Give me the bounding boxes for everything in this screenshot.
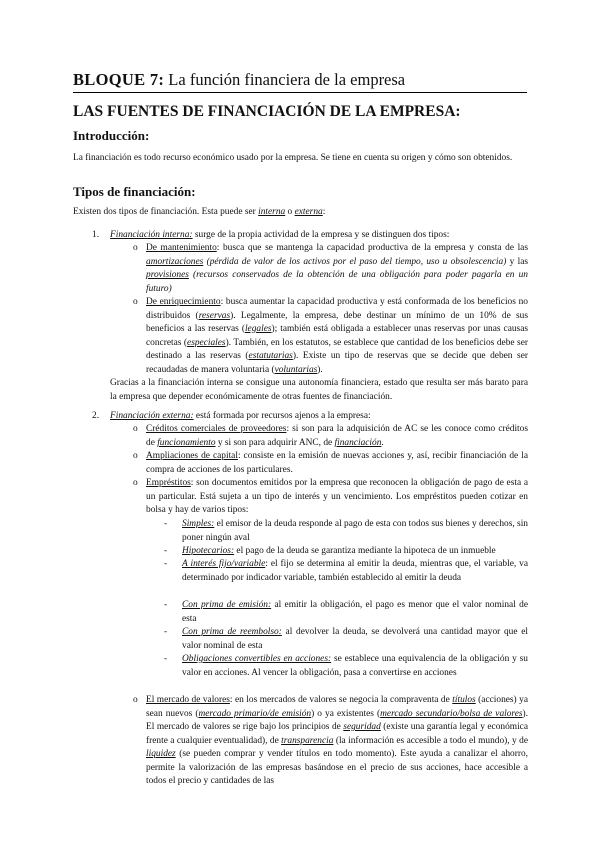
mantenimiento-text: : busca que se mantenga la capacidad productiva de la empresa y consta de las xyxy=(216,243,528,253)
term-reservas: reservas xyxy=(198,310,231,321)
mercado-text-7: (se pueden comprar y vender títulos en todo momento). Este ayuda a canalizar el ahorro, permite la valorización de las empresas basándose en el precio de sus acciones, hace accesible a todos el precio y cantidades de las xyxy=(146,749,528,786)
creditos-term: Créditos comerciales de proveedores xyxy=(146,424,287,434)
mantenimiento-term: De mantenimiento xyxy=(146,243,217,253)
term-voluntarias: voluntarias xyxy=(274,364,318,375)
bullet-circle: o xyxy=(133,478,138,488)
types-colon: : xyxy=(322,207,326,217)
creditos-text-2: y si son para adquirir ANC, de xyxy=(215,437,335,448)
intro-text: La financiación es todo recurso económico usado por la empresa. Se tiene en cuenta su origen y cómo son obtenidos. xyxy=(73,153,513,163)
block-label: BLOQUE 7: xyxy=(73,70,165,89)
mantenimiento-and: y las xyxy=(506,256,529,267)
creditos-item xyxy=(146,423,528,450)
emprestito-type-text: el emisor de la deuda responde al pago de esta con todos sus bienes y derechos, sin poner ningún aval xyxy=(182,519,528,543)
amortizaciones-desc: (pérdida de valor de los activos por el paso del tiempo, uso u obsolescencia) xyxy=(203,256,507,267)
creditos-text: : si son para la adquisición de AC se les conoce como créditos de xyxy=(146,424,528,448)
mercado-text: : en los mercados de valores se negocia la compraventa de xyxy=(229,695,453,705)
mercado-text-5: (existe una garantía legal y económica frente a cualquier eventualidad), de xyxy=(146,722,528,746)
term-seguridad: seguridad xyxy=(343,722,381,732)
mantenimiento-item xyxy=(146,242,528,296)
emprestito-type-term: A interés fijo/variable xyxy=(182,559,266,569)
ampliaciones-item xyxy=(146,450,528,477)
enriquecimiento-term: De enriquecimiento xyxy=(146,297,221,307)
emprestito-type-item xyxy=(182,545,528,559)
term-amortizaciones: amortizaciones xyxy=(146,256,204,267)
emprestito-type-term: Con prima de reembolso: xyxy=(182,627,282,637)
emprestito-type-term: Con prima de emisión: xyxy=(182,600,272,610)
enriquecimiento-text-5: ). Existe un tipo de reservas que se decide que deben ser recaudadas de manera voluntaria ( xyxy=(146,351,528,375)
internal-closing: Gracias a la financiación interna se consigue una autonomía financiera, estado que resulta ser más barato para la empresa que depender económicamente de otras fuentes de financiación. xyxy=(110,378,528,402)
emprestitos-term: Empréstitos xyxy=(146,478,191,488)
mercado-item xyxy=(146,694,528,789)
bullet-dash: - xyxy=(164,559,168,569)
term-mercado-secundario: mercado secundario/bolsa de valores xyxy=(380,708,523,719)
emprestito-type-item xyxy=(182,518,528,545)
term-legales: legales xyxy=(244,324,272,334)
emprestito-type-term: Simples: xyxy=(182,519,215,529)
term-liquidez: liquidez xyxy=(146,749,176,759)
term-especiales: especiales xyxy=(187,337,226,348)
enriquecimiento-item xyxy=(146,296,528,377)
term-transparencia: transparencia xyxy=(281,735,334,746)
enriquecimiento-text-4: ). También, en los estatutos, se establece que cantidad de los beneficios debe ser destinado a las reservas ( xyxy=(146,337,528,361)
emprestito-type-item xyxy=(182,558,528,585)
list-number-2: 2. xyxy=(92,411,100,421)
emprestito-type-term: Hipotecarios: xyxy=(182,546,235,556)
intro-heading: Introducción: xyxy=(73,128,150,143)
bullet-dash: - xyxy=(164,654,168,664)
external-item xyxy=(110,410,371,424)
bullet-dash: - xyxy=(164,600,168,610)
term-financiacion: financiación xyxy=(334,437,382,448)
mercado-text-3: ) o ya existentes ( xyxy=(311,708,381,719)
types-heading: Tipos de financiación: xyxy=(73,184,196,199)
emprestitos-item xyxy=(146,477,528,518)
mercado-term: El mercado de valores xyxy=(146,695,230,705)
term-funcionamiento: funcionamiento xyxy=(157,437,216,448)
term-estatutarias: estatutarias xyxy=(248,351,293,361)
bullet-circle: o xyxy=(133,424,138,434)
enriquecimiento-text-6: ). xyxy=(317,364,323,375)
emprestito-type-text: al devolver la deuda, se devolverá una cantidad mayor que el valor nominal de esta xyxy=(182,627,528,651)
mercado-text-6: (la información es accesible a todo el mundo), y de xyxy=(333,735,528,746)
block-title-text: La función financiera de la empresa xyxy=(168,70,406,89)
emprestito-type-text: se establece una equivalencia de la obligación y su valor en acciones. Al vencer la obligación, pasa a convertirse en acciones xyxy=(182,654,528,678)
ampliaciones-text: : consiste en la emisión de nuevas acciones y, así, recibir financiación de la compra de acciones de los particulares. xyxy=(146,451,528,475)
bullet-circle: o xyxy=(133,297,138,307)
bullet-dash: - xyxy=(164,546,168,556)
bullet-circle: o xyxy=(133,451,138,461)
main-title: LAS FUENTES DE FINANCIACIÓN DE LA EMPRESA: xyxy=(73,103,461,120)
types-lead xyxy=(73,206,325,220)
emprestito-type-text: al emitir la obligación, el pago es menor que el valor nominal de esta xyxy=(182,600,528,624)
enriquecimiento-text-3: ); también está obligada a establecer unas reservas por unas causas concretas ( xyxy=(146,324,528,348)
emprestito-type-text: el pago de la deuda se garantiza mediante la hipoteca de un inmueble xyxy=(234,546,496,556)
term-interna: interna xyxy=(258,207,286,217)
external-desc: está formada por recursos ajenos a la empresa: xyxy=(193,411,371,421)
creditos-end: . xyxy=(381,437,384,448)
types-lead-text: Existen dos tipos de financiación. Esta puede ser xyxy=(73,207,259,217)
internal-item xyxy=(110,229,449,243)
types-or: o xyxy=(285,207,295,217)
external-term: Financiación externa: xyxy=(110,411,194,421)
internal-term: Financiación interna: xyxy=(110,230,193,240)
ampliaciones-term: Ampliaciones de capital xyxy=(146,451,238,461)
bullet-dash: - xyxy=(164,519,168,529)
term-titulos: títulos xyxy=(452,695,476,705)
list-number-1: 1. xyxy=(92,230,100,240)
bullet-circle: o xyxy=(133,695,138,705)
mercado-text-2: (acciones) ya sean nuevos ( xyxy=(146,695,528,719)
enriquecimiento-text-2: ). Legalmente, la empresa, debe destinar un mínimo de un 10% de sus beneficios a las reservas ( xyxy=(146,310,528,334)
internal-desc: surge de la propia actividad de la empresa y se distinguen dos tipos: xyxy=(192,230,450,240)
provisiones-desc: (recursos conservados de la obtención de una obligación para poder pagarla en un futuro) xyxy=(146,270,528,294)
bullet-circle: o xyxy=(133,243,138,253)
emprestito-type-text: : el fijo se determina al emitir la deuda, mientras que, el variable, va determinado por indicador variable, también establecido al emitir la deuda xyxy=(182,559,528,583)
emprestito-type-item xyxy=(182,599,528,626)
title-divider xyxy=(73,92,527,93)
term-externa: externa xyxy=(294,207,323,217)
term-mercado-primario: mercado primario/de emisión xyxy=(198,708,312,719)
block-title xyxy=(73,70,405,90)
emprestito-type-item xyxy=(182,653,528,680)
emprestito-type-item xyxy=(182,626,528,653)
emprestito-type-term: Obligaciones convertibles en acciones: xyxy=(182,654,332,664)
term-provisiones: provisiones xyxy=(146,270,189,280)
emprestitos-text: : son documentos emitidos por la empresa que reconocen la obligación de pago de esta a un particular. Está sujeta a un tipo de interés y un vencimiento. Los empréstitos pueden cotizar en bolsa y hay de varios tipos: xyxy=(146,478,528,515)
mercado-text-4: ). El mercado de valores se rige bajo los principios de xyxy=(146,708,528,732)
bullet-dash: - xyxy=(164,627,168,637)
enriquecimiento-text: : busca aumentar la capacidad productiva y está conformada de los beneficios no distribuidos ( xyxy=(146,297,528,321)
